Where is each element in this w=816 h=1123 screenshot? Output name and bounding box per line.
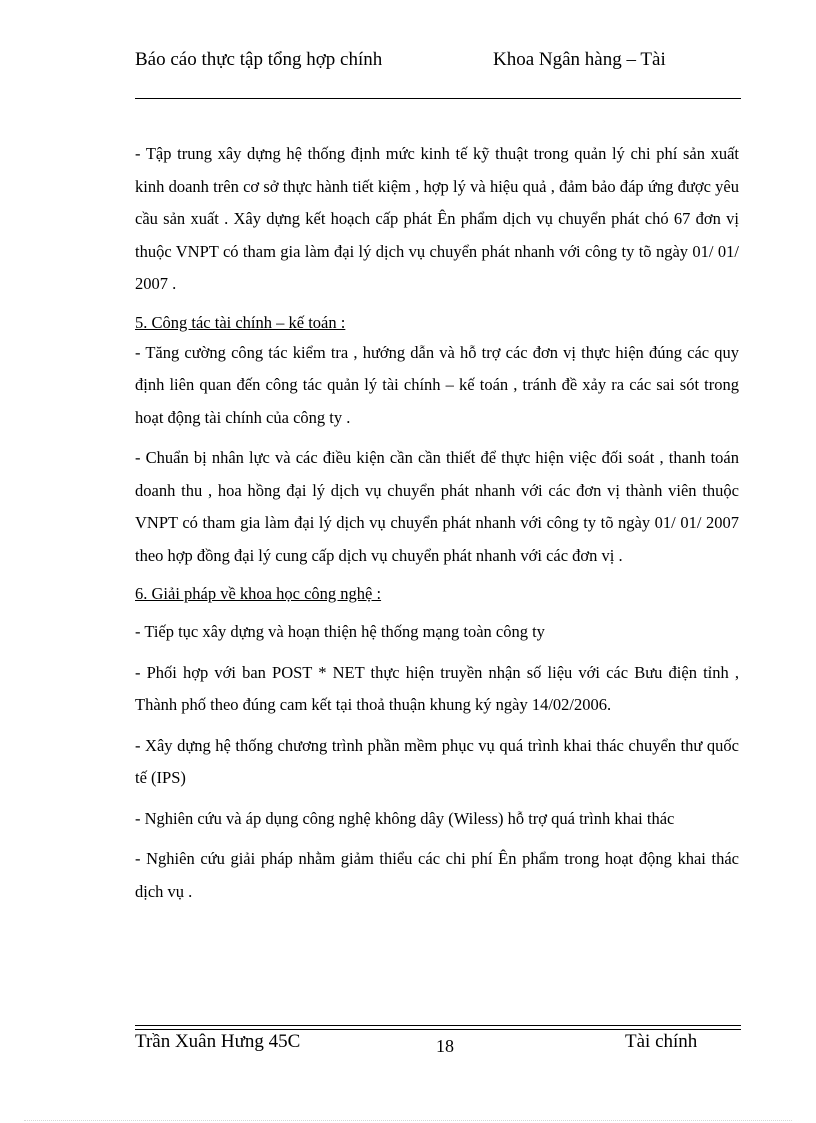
page-header <box>135 48 741 100</box>
footer-divider-thick <box>135 1025 741 1026</box>
page-number: 18 <box>436 1036 454 1056</box>
paragraph-cost-reduction: - Nghiên cứu giải pháp nhằm giảm thiểu các chi phí Ên phẩm trong hoạt động khai thác dịch vụ . <box>135 849 739 901</box>
footer-author: Trần Xuân Hưng 45C <box>135 1031 301 1052</box>
paragraph-postnet: - Phối hợp với ban POST * NET thực hiện truyền nhận số liệu với các Bưu điện tỉnh , Thành phố theo đúng cam kết tại thoả thuận khung ký ngày 14/02/2006. <box>135 662 739 714</box>
paragraph-network: - Tiếp tục xây dựng và hoạn thiện hệ thống mạng toàn công ty <box>135 622 545 641</box>
header-report-title: Báo cáo thực tập tổng hợp chính <box>135 49 383 70</box>
page-edge-dots <box>24 1120 792 1121</box>
paragraph-wireless: - Nghiên cứu và áp dụng công nghệ không dây (Wiless) hỗ trợ quá trình khai thác <box>135 808 675 828</box>
section-heading-finance: 5. Công tác tài chính – kế toán : <box>135 312 346 332</box>
paragraph-reconciliation: - Chuẩn bị nhân lực và các điều kiện cần cần thiết để thực hiện việc đối soát , thanh toán doanh thu , hoa hồng đại lý dịch vụ chuyển phát nhanh với các đơn vị thành viên thuộc VNPT có tham gia làm đại lý dịch vụ chuyển phát nhanh với công ty tõ ngày 01/ 01/ 2007 theo hợp đồng đại lý cung cấp dịch vụ chuyển phát nhanh với các đơn vị . <box>135 448 739 565</box>
footer-department: Tài chính <box>625 1031 698 1052</box>
paragraph-ips-software: - Xây dựng hệ thống chương trình phần mềm phục vụ quá trình khai thác chuyển thư quốc tế (IPS) <box>135 735 739 787</box>
paragraph-inspection: - Tăng cường công tác kiểm tra , hướng dẫn và hỗ trợ các đơn vị thực hiện đúng các quy định liên quan đến công tác quản lý tài chính – kế toán , tránh đề xảy ra các sai sót trong hoạt động tài chính của công ty . <box>135 342 739 427</box>
paragraph-cost-norms: - Tập trung xây dựng hệ thống định mức kinh tế kỹ thuật trong quản lý chi phí sản xuất kinh doanh trên cơ sở thực hành tiết kiệm , hợp lý và hiệu quả , đảm bảo đáp ứng được yêu cầu sản xuất . Xây dựng kết hoạch cấp phát Ên phẩm dịch vụ chuyển phát chó 67 đơn vị thuộc VNPT có tham gia làm đại lý dịch vụ chuyển phát nhanh với công ty tõ ngày 01/ 01/ 2007 . <box>135 144 739 293</box>
header-faculty: Khoa Ngân hàng – Tài <box>493 49 666 70</box>
header-divider <box>135 98 741 99</box>
section-heading-technology: 6. Giải pháp về khoa học công nghệ : <box>135 584 382 603</box>
page-body <box>135 138 739 908</box>
